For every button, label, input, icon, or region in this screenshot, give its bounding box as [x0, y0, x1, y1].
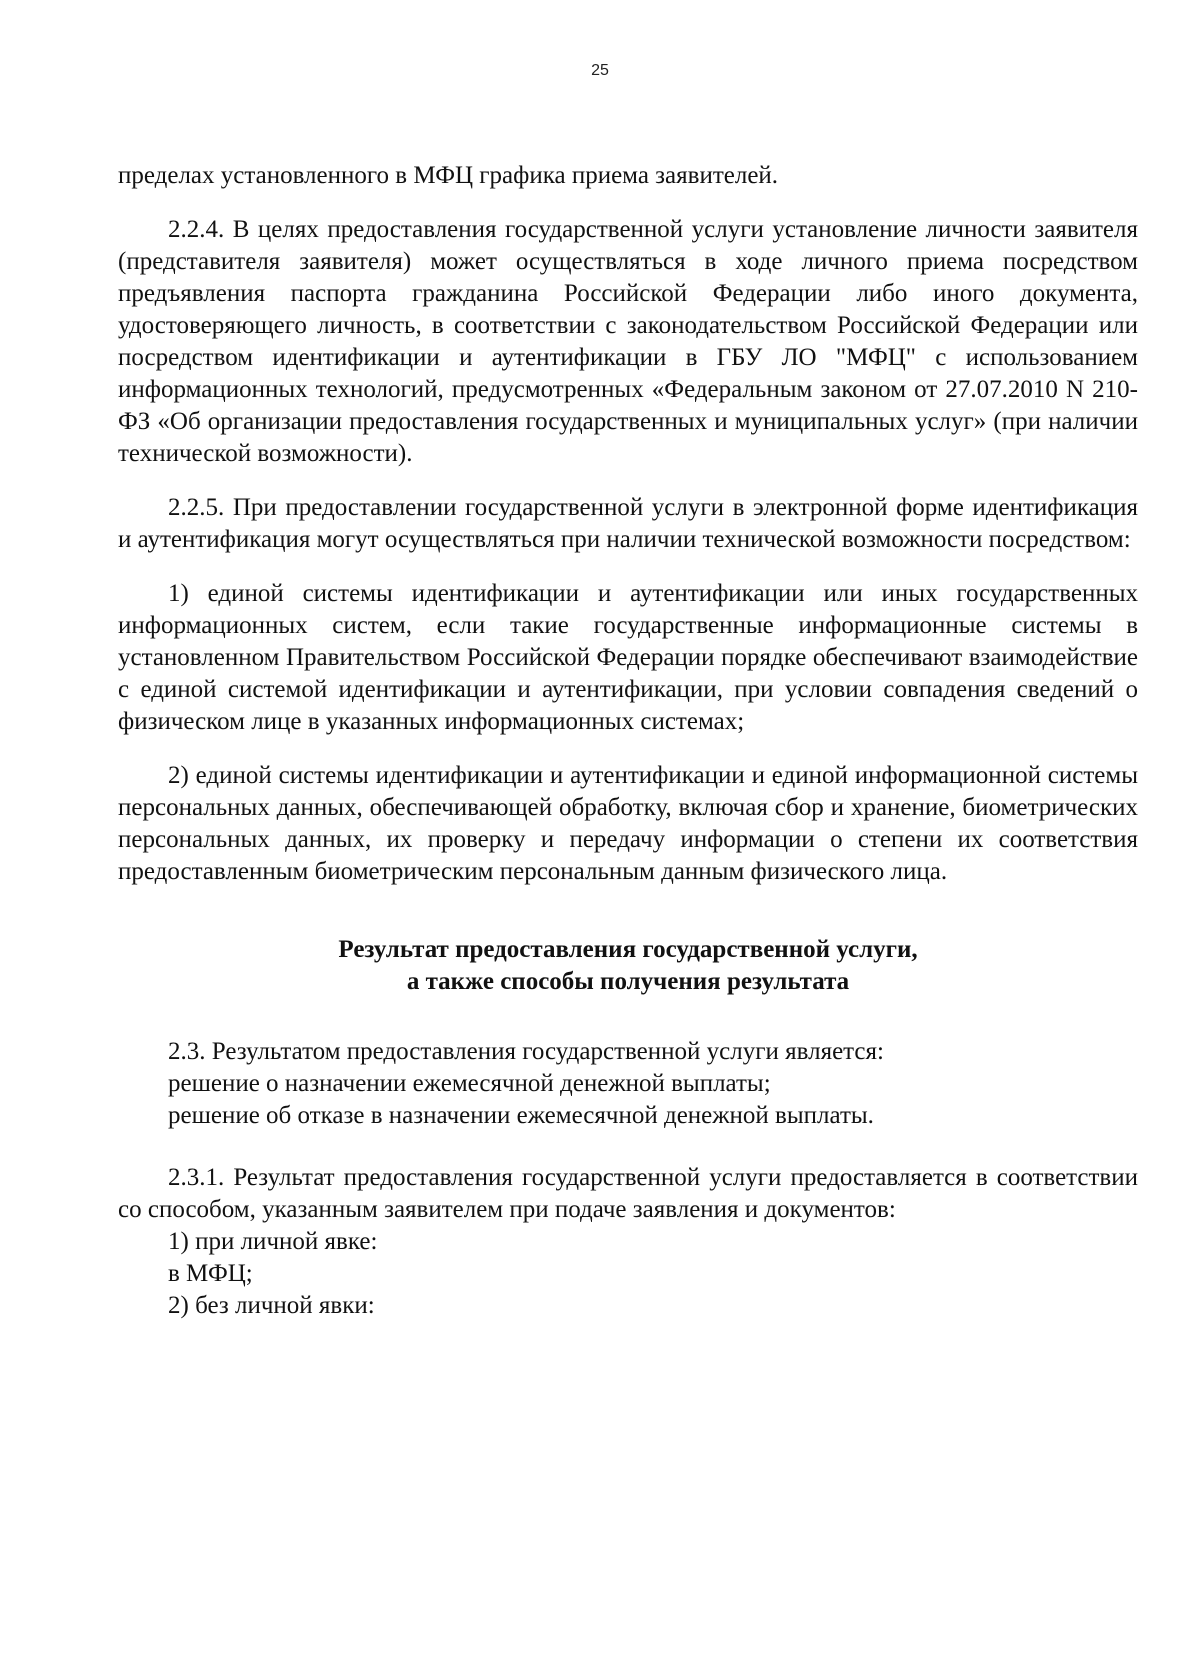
page-number: 25	[591, 62, 609, 79]
section-heading-line-1: Результат предоставления государственной услуги,	[338, 936, 918, 963]
method-item-remote: 2) без личной явки:	[168, 1292, 375, 1319]
document-body	[118, 160, 1138, 1322]
result-item-refusal: решение об отказе в назначении ежемесячной денежной выплаты.	[168, 1102, 874, 1129]
paragraph-continuation: пределах установленного в МФЦ графика приема заявителей.	[118, 162, 779, 189]
section-heading-line-2: а также способы получения результата	[406, 968, 850, 995]
list-item-1-esia: 1) единой системы идентификации и аутентификации или иных государственных информационных систем, если такие государственные информационные системы в установленном Правительством Российской Федерации порядке обеспечивают взаимодействие с единой системой идентификации и аутентификации, при условии совпадения сведений о физическом лице в указанных информационных системах;	[118, 580, 1138, 735]
result-item-grant: решение о назначении ежемесячной денежной выплаты;	[168, 1070, 771, 1097]
list-item-2-biometrics: 2) единой системы идентификации и аутентификации и единой информационной системы персональных данных, обеспечивающей обработку, включая сбор и хранение, биометрических персональных данных, их проверку и передачу информации о степени их соответствия предоставленным биометрическим персональным данным физического лица.	[118, 762, 1138, 885]
paragraph-2-2-5: 2.2.5. При предоставлении государственной услуги в электронной форме идентификация и аутентификация могут осуществляться при наличии технической возможности посредством:	[118, 494, 1138, 553]
section-heading	[118, 934, 1138, 998]
method-item-personal-visit: 1) при личной явке:	[168, 1228, 378, 1255]
paragraph-2-3: 2.3. Результатом предоставления государственной услуги является:	[168, 1038, 884, 1065]
paragraph-2-2-4: 2.2.4. В целях предоставления государственной услуги установление личности заявителя (представителя заявителя) может осуществляться в ходе личного приема посредством предъявления паспорта гражданина Российской Федерации либо иного документа, удостоверяющего личность, в соответствии с законодательством Российской Федерации или посредством идентификации и аутентификации в ГБУ ЛО "МФЦ" с использованием информационных технологий, предусмотренных «Федеральным законом от 27.07.2010 N 210-ФЗ «Об организации предоставления государственных и муниципальных услуг» (при наличии технической возможности).	[118, 216, 1138, 467]
paragraph-2-3-1: 2.3.1. Результат предоставления государственной услуги предоставляется в соответствии со способом, указанным заявителем при подаче заявления и документов:	[118, 1164, 1138, 1223]
method-item-mfc: в МФЦ;	[168, 1260, 253, 1287]
